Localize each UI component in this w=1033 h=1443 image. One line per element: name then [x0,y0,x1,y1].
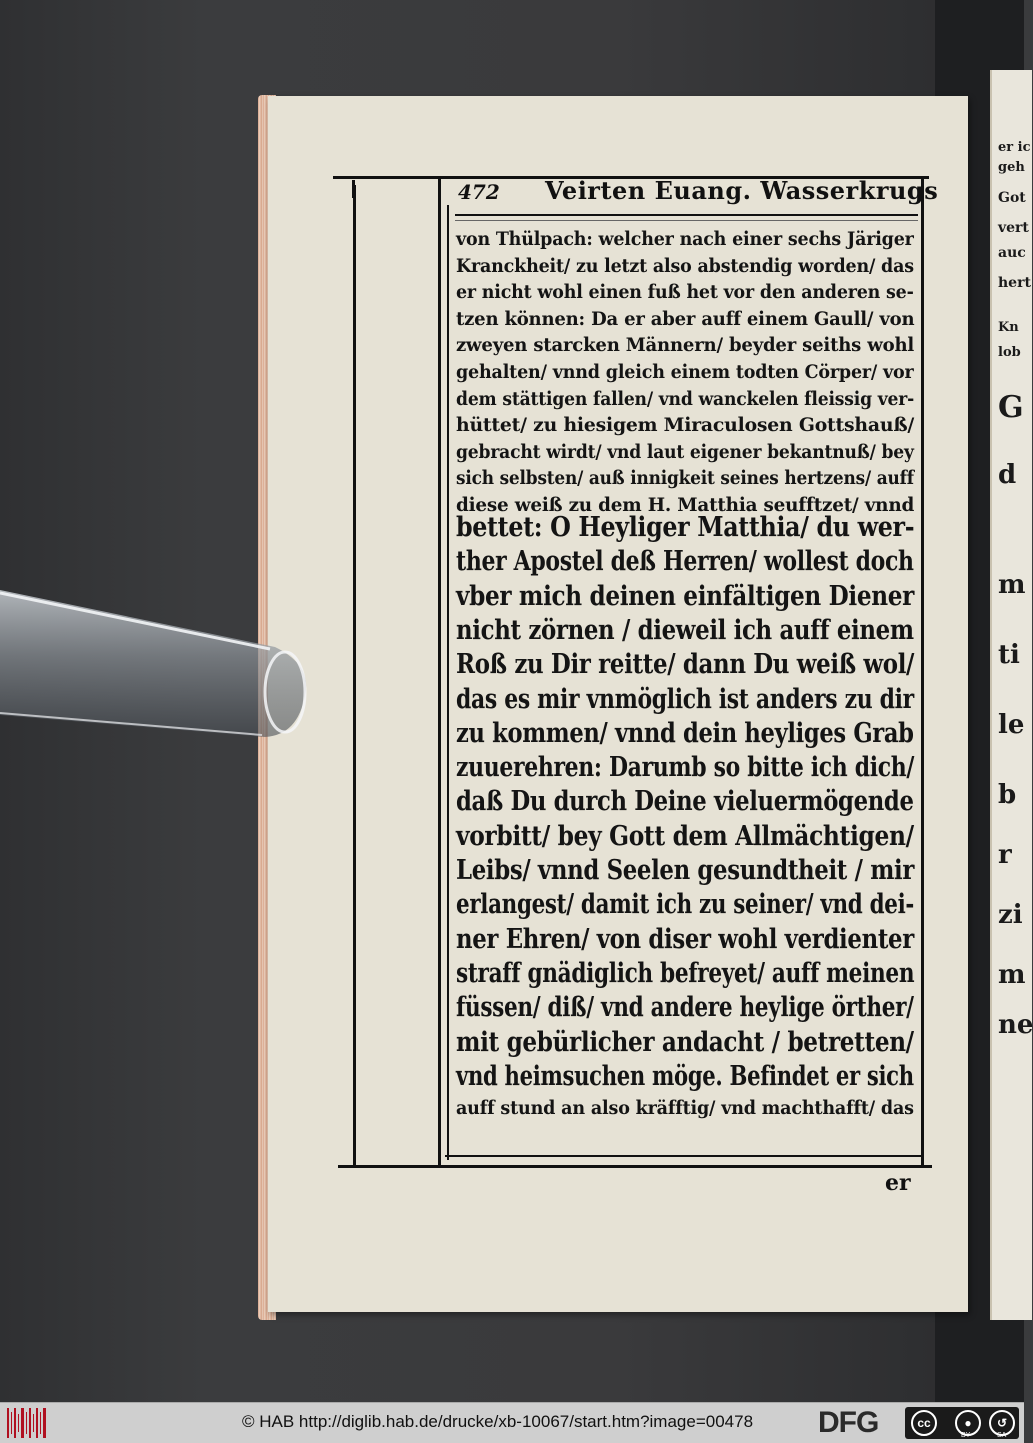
attribution-link[interactable]: © HAB http://diglib.hab.de/drucke/xb-10067/start.htm?image=00478 [242,1412,754,1431]
text-line: hüttet/ zu hiesigem Miraculosen Gottshauß/ [456,414,915,437]
text-line: straff gnädiglich befreyet/ auff meinen [456,957,915,989]
adjacent-page-fragment: ne [998,1010,1033,1040]
adjacent-page-fragment: vert [998,220,1029,236]
glass-pointer-icon [0,585,315,785]
by-label: BY [961,1432,971,1439]
page-number: 472 [458,180,500,204]
column-rule-inner [447,205,449,1160]
running-head: Veirten Euang. Wasserkrugs [545,176,939,205]
adjacent-page-fragment: Kn [998,320,1019,335]
adjacent-page-fragment: m [998,570,1026,600]
text-line: ner Ehren/ von diser wohl verdienter [456,923,914,955]
text-line: tzen können: Da er aber auff einem Gaull/ von [456,307,915,330]
library-barcode-icon [6,1408,48,1438]
footer-bar [0,1402,1024,1443]
frame-tick [352,180,355,198]
dfg-logo: DFG [818,1406,879,1439]
header-rule [455,214,918,216]
frame-rule-left [353,185,356,1167]
catchword: er [885,1170,911,1196]
cc-icon: cc [911,1410,937,1436]
adjacent-page-fragment: er ic [998,140,1031,155]
adjacent-page-fragment: le [998,710,1025,740]
text-line: von Thülpach: welcher nach einer sechs Järiger [456,228,914,250]
text-line: gebracht wirdt/ vnd laut eigener bekantnuß/ bey [456,440,914,463]
text-line: diese weiß zu dem H. Matthia seufftzet/ vnnd [456,494,915,516]
text-line: das es mir vnmöglich ist anders zu dir [456,683,914,715]
text-line: vnd heimsuchen möge. Befindet er sich [456,1060,914,1092]
adjacent-page-fragment: m [998,960,1026,990]
adjacent-page-fragment: G [998,390,1024,425]
adjacent-page-fragment: zi [998,900,1023,930]
text-line: zweyen starcken Männern/ beyder seiths wohl [456,334,915,357]
text-line: auff stund an also kräfftig/ vnd machthafft/ das [456,1097,914,1120]
frame-rule-bottom [338,1165,932,1168]
text-line: mit gebürlicher andacht / betretten/ [456,1026,914,1058]
text-line: nicht zörnen / dieweil ich auff einem [456,614,914,646]
text-line: Leibs/ vnnd Seelen gesundtheit / mir [456,855,915,886]
adjacent-page-fragment: lob [998,345,1021,360]
text-line: Roß zu Dir reitte/ dann Du weiß wol/ [456,649,915,681]
cc-license-badge[interactable] [905,1407,1019,1439]
text-line: bettet: O Heyliger Matthia/ du wer- [456,512,915,543]
text-line: erlangest/ damit ich zu seiner/ vnd dei- [456,889,914,921]
text-line: Kranckheit/ zu letzt also abstendig worden/ das [456,254,914,277]
text-line: sich selbsten/ auß innigkeit seines hertzens/ auff [456,467,914,490]
by-icon: ● [955,1410,981,1436]
adjacent-page-fragment: d [998,460,1017,490]
sa-label: SA [997,1432,1007,1439]
text-line: daß Du durch Deine vieluermögende [456,786,914,818]
text-line: zuuerehren: Darumb so bitte ich dich/ [456,752,915,784]
text-line: zu kommen/ vnnd dein heyliges Grab [456,717,914,749]
adjacent-page-fragment: hert [998,275,1031,291]
text-line: dem stättigen fallen/ vnd wanckelen fleissig ver- [456,387,915,410]
inner-rule-bottom [445,1155,921,1157]
text-line: er nicht wohl einen fuß het vor den anderen se- [456,281,914,304]
adjacent-page-fragment: geh [998,160,1025,175]
adjacent-page-fragment: r [998,840,1012,870]
column-rule [438,176,441,1166]
adjacent-page-fragment: ti [998,640,1020,670]
adjacent-page-fragment: Got [998,190,1026,206]
adjacent-page [990,70,1032,1320]
adjacent-page-fragment: b [998,780,1017,810]
frame-rule-right [921,176,924,1167]
sa-icon: ↺ [989,1410,1015,1436]
text-line: ther Apostel deß Herren/ wollest doch [456,546,914,578]
text-line: gehalten/ vnnd gleich einem todten Cörper/ vor [456,361,914,383]
text-line: vorbitt/ bey Gott dem Allmächtigen/ [456,820,914,852]
text-line: füssen/ diß/ vnd andere heylige örther/ [456,992,914,1024]
header-rule-thin [455,220,918,221]
text-line: vber mich deinen einfältigen Diener [456,580,914,612]
adjacent-page-fragment: auc [998,245,1026,261]
